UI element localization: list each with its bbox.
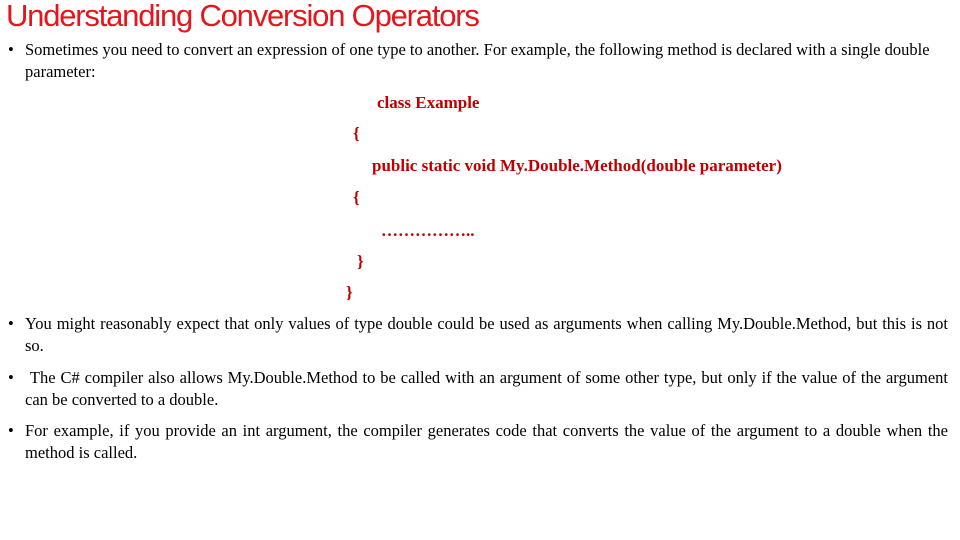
bullet-expectation [8, 313, 948, 357]
bullet-compiler-allows [8, 367, 953, 411]
code-line-class-close-brace: } [346, 283, 353, 302]
bullet-text: For example, if you provide an int argument, the compiler generates code that converts the value of the argument to a double when the method is called. [25, 421, 948, 462]
bullet-marker: • [8, 314, 14, 333]
bullet-marker: • [8, 368, 14, 387]
bullet-text: Sometimes you need to convert an expression of one type to another. For example, the following method is declared with a single double parameter: [25, 40, 930, 81]
code-line-ellipsis: …………….. [381, 221, 475, 240]
code-line-class-declaration: class Example [377, 93, 480, 112]
bullet-marker: • [8, 421, 14, 440]
bullet-text: You might reasonably expect that only values of type double could be used as arguments when calling My.Double.Method, but this is not so. [25, 314, 948, 355]
code-line-method-close-brace: } [357, 252, 364, 271]
code-line-method-open-brace: { [353, 188, 360, 207]
code-line-open-brace: { [353, 124, 360, 143]
slide-title: Understanding Conversion Operators [6, 0, 479, 33]
code-line-method-signature: public static void My.Double.Method(double parameter) [372, 156, 782, 175]
bullet-text: The C# compiler also allows My.Double.Method to be called with an argument of some other type, but only if the value of the argument can be converted to a double. [25, 368, 953, 409]
bullet-intro [8, 39, 948, 83]
bullet-marker: • [8, 40, 14, 59]
bullet-int-example [8, 420, 948, 464]
